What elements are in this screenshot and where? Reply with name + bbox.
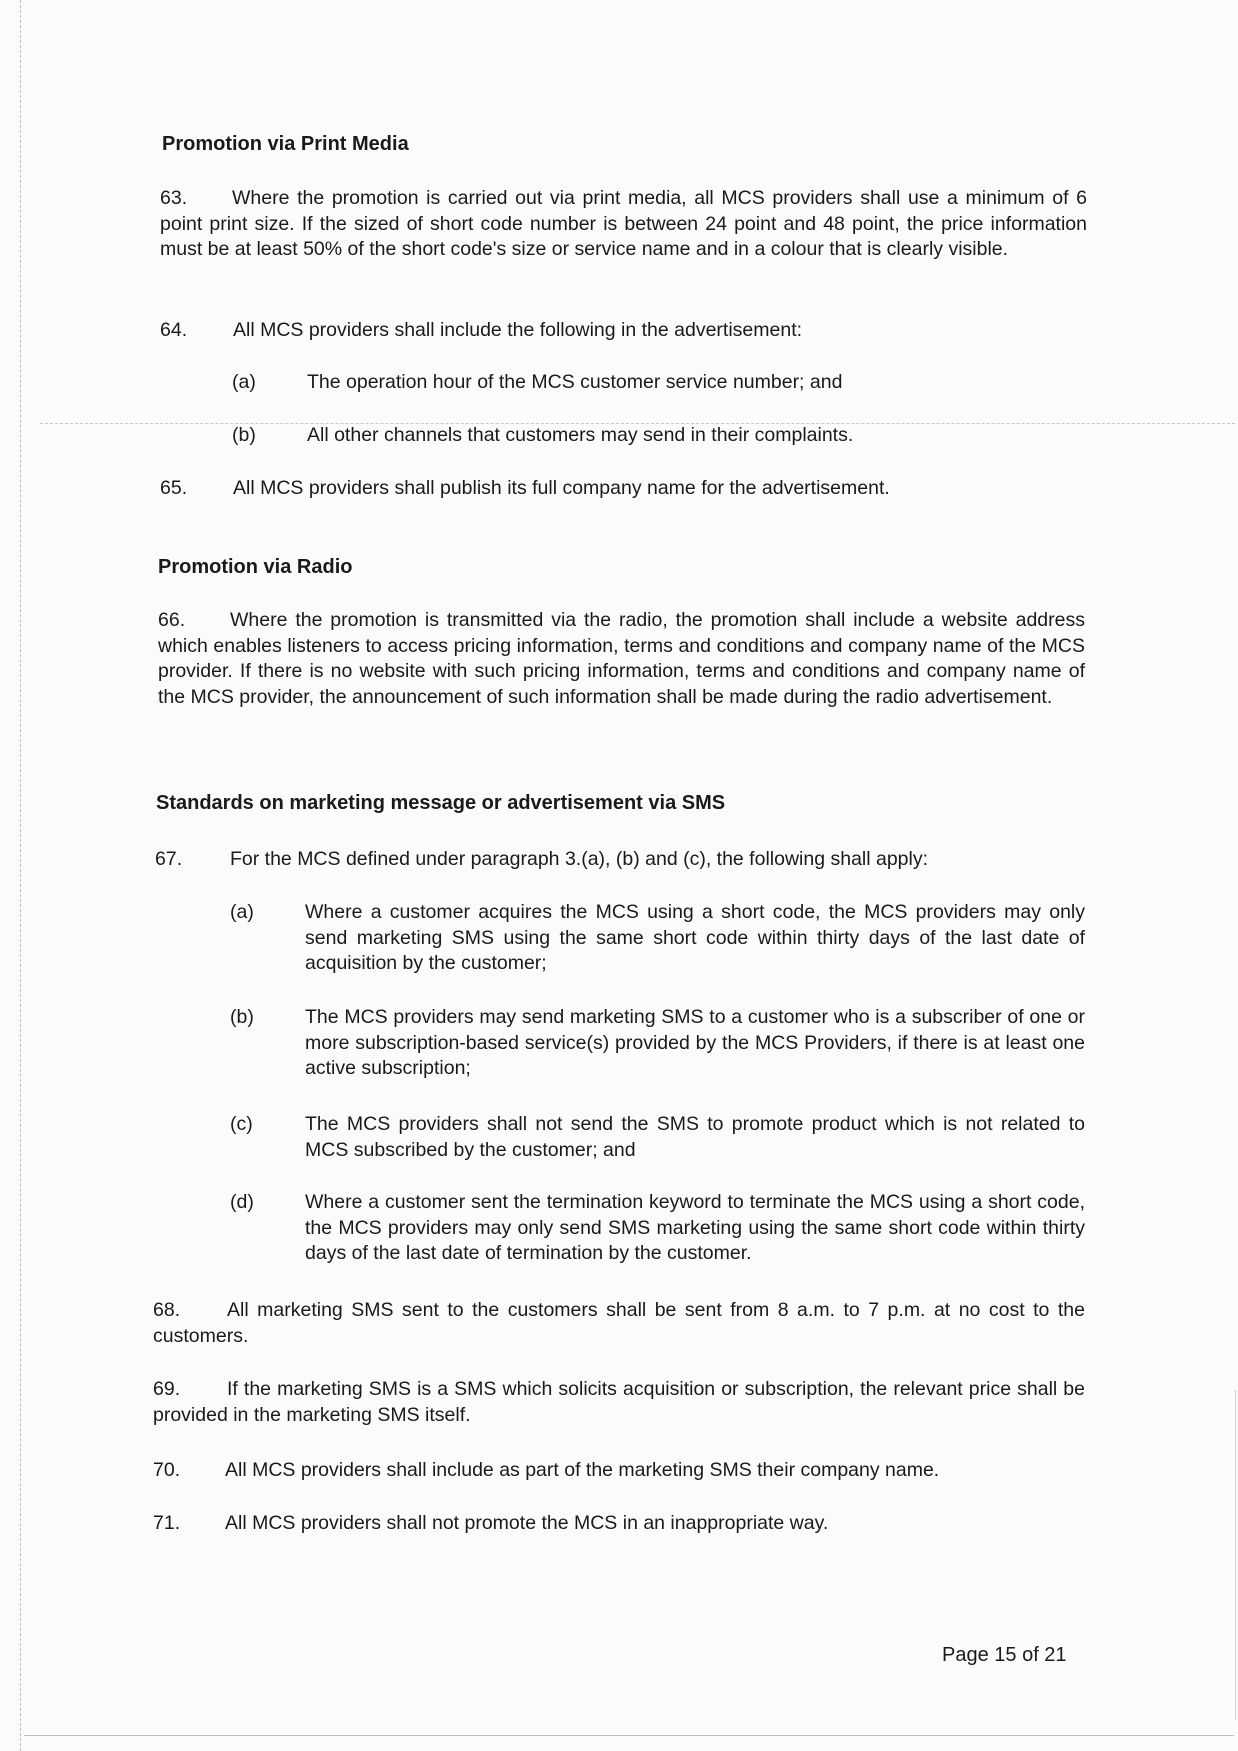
paragraph-number: 70. bbox=[153, 1459, 181, 1481]
paragraph-66 bbox=[158, 608, 1085, 710]
paragraph-number: 65. bbox=[160, 477, 188, 499]
paragraph-text: All MCS providers shall include as part of the marketing SMS their company name. bbox=[225, 1459, 940, 1481]
paragraph-text: All MCS providers shall not promote the MCS in an inappropriate way. bbox=[225, 1512, 829, 1534]
item-label: (a) bbox=[230, 901, 254, 923]
item-text: Where a customer acquires the MCS using a short code, the MCS providers may only send marketing SMS using the same short code within thirty days of the last date of acquisition by the customer; bbox=[305, 901, 1085, 974]
section-heading-print-media: Promotion via Print Media bbox=[162, 133, 409, 155]
paragraph-63 bbox=[160, 186, 1087, 263]
paragraph-number: 66. bbox=[158, 609, 186, 631]
paragraph-text: Where the promotion is transmitted via the radio, the promotion shall include a website address which enables listeners to access pricing information, terms and conditions and company name of the MCS provider. If there is no website with such pricing information, terms and conditions and company name of the MCS provider, the announcement of such information shall be made during the radio advertisement. bbox=[158, 609, 1085, 708]
paragraph-69 bbox=[153, 1377, 1085, 1428]
paragraph-number: 64. bbox=[160, 319, 188, 341]
section-heading-sms: Standards on marketing message or advertisement via SMS bbox=[156, 792, 726, 814]
item-text: The MCS providers shall not send the SMS to promote product which is not related to MCS subscribed by the customer; and bbox=[305, 1113, 1085, 1161]
paragraph-number: 68. bbox=[153, 1299, 181, 1321]
scan-edge-left bbox=[20, 0, 22, 1751]
paragraph-text: All MCS providers shall include the following in the advertisement: bbox=[233, 319, 803, 341]
list-item-67d bbox=[230, 1190, 1085, 1270]
item-text: The operation hour of the MCS customer service number; and bbox=[307, 371, 843, 393]
paragraph-number: 67. bbox=[155, 848, 183, 870]
paragraph-68 bbox=[153, 1298, 1085, 1349]
paragraph-text: All marketing SMS sent to the customers shall be sent from 8 a.m. to 7 p.m. at no cost to the customers. bbox=[153, 1299, 1085, 1347]
paragraph-text: All MCS providers shall publish its full company name for the advertisement. bbox=[233, 477, 890, 499]
item-label: (a) bbox=[232, 371, 256, 393]
page-number: Page 15 of 21 bbox=[942, 1644, 1067, 1666]
paragraph-text: For the MCS defined under paragraph 3.(a), (b) and (c), the following shall apply: bbox=[230, 848, 929, 870]
scan-edge-right bbox=[1235, 1390, 1236, 1720]
paragraph-number: 63. bbox=[160, 187, 188, 209]
item-label: (c) bbox=[230, 1113, 253, 1135]
list-item-67c bbox=[230, 1112, 1085, 1167]
list-item-67a bbox=[230, 900, 1085, 980]
paragraph-text: Where the promotion is carried out via print media, all MCS providers shall use a minimum of 6 point print size. If the sized of short code number is between 24 point and 48 point, the price information must be at least 50% of the short code's size or service name and in a colour that is clearly visible. bbox=[160, 187, 1087, 260]
item-label: (b) bbox=[232, 424, 256, 446]
scan-edge-bottom bbox=[24, 1735, 1234, 1736]
item-text: All other channels that customers may send in their complaints. bbox=[307, 424, 854, 446]
paragraph-number: 69. bbox=[153, 1378, 181, 1400]
paragraph-text: If the marketing SMS is a SMS which solicits acquisition or subscription, the relevant price shall be provided in the marketing SMS itself. bbox=[153, 1378, 1085, 1426]
paragraph-number: 71. bbox=[153, 1512, 181, 1534]
item-label: (b) bbox=[230, 1006, 254, 1028]
item-text: The MCS providers may send marketing SMS to a customer who is a subscriber of one or more subscription-based service(s) provided by the MCS Providers, if there is at least one active subscription; bbox=[305, 1006, 1085, 1079]
section-heading-radio: Promotion via Radio bbox=[158, 556, 353, 578]
item-label: (d) bbox=[230, 1191, 254, 1213]
item-text: Where a customer sent the termination keyword to terminate the MCS using a short code, the MCS providers may only send SMS marketing using the same short code within thirty days of the last date of termination by the customer. bbox=[305, 1191, 1085, 1264]
list-item-67b bbox=[230, 1005, 1085, 1085]
